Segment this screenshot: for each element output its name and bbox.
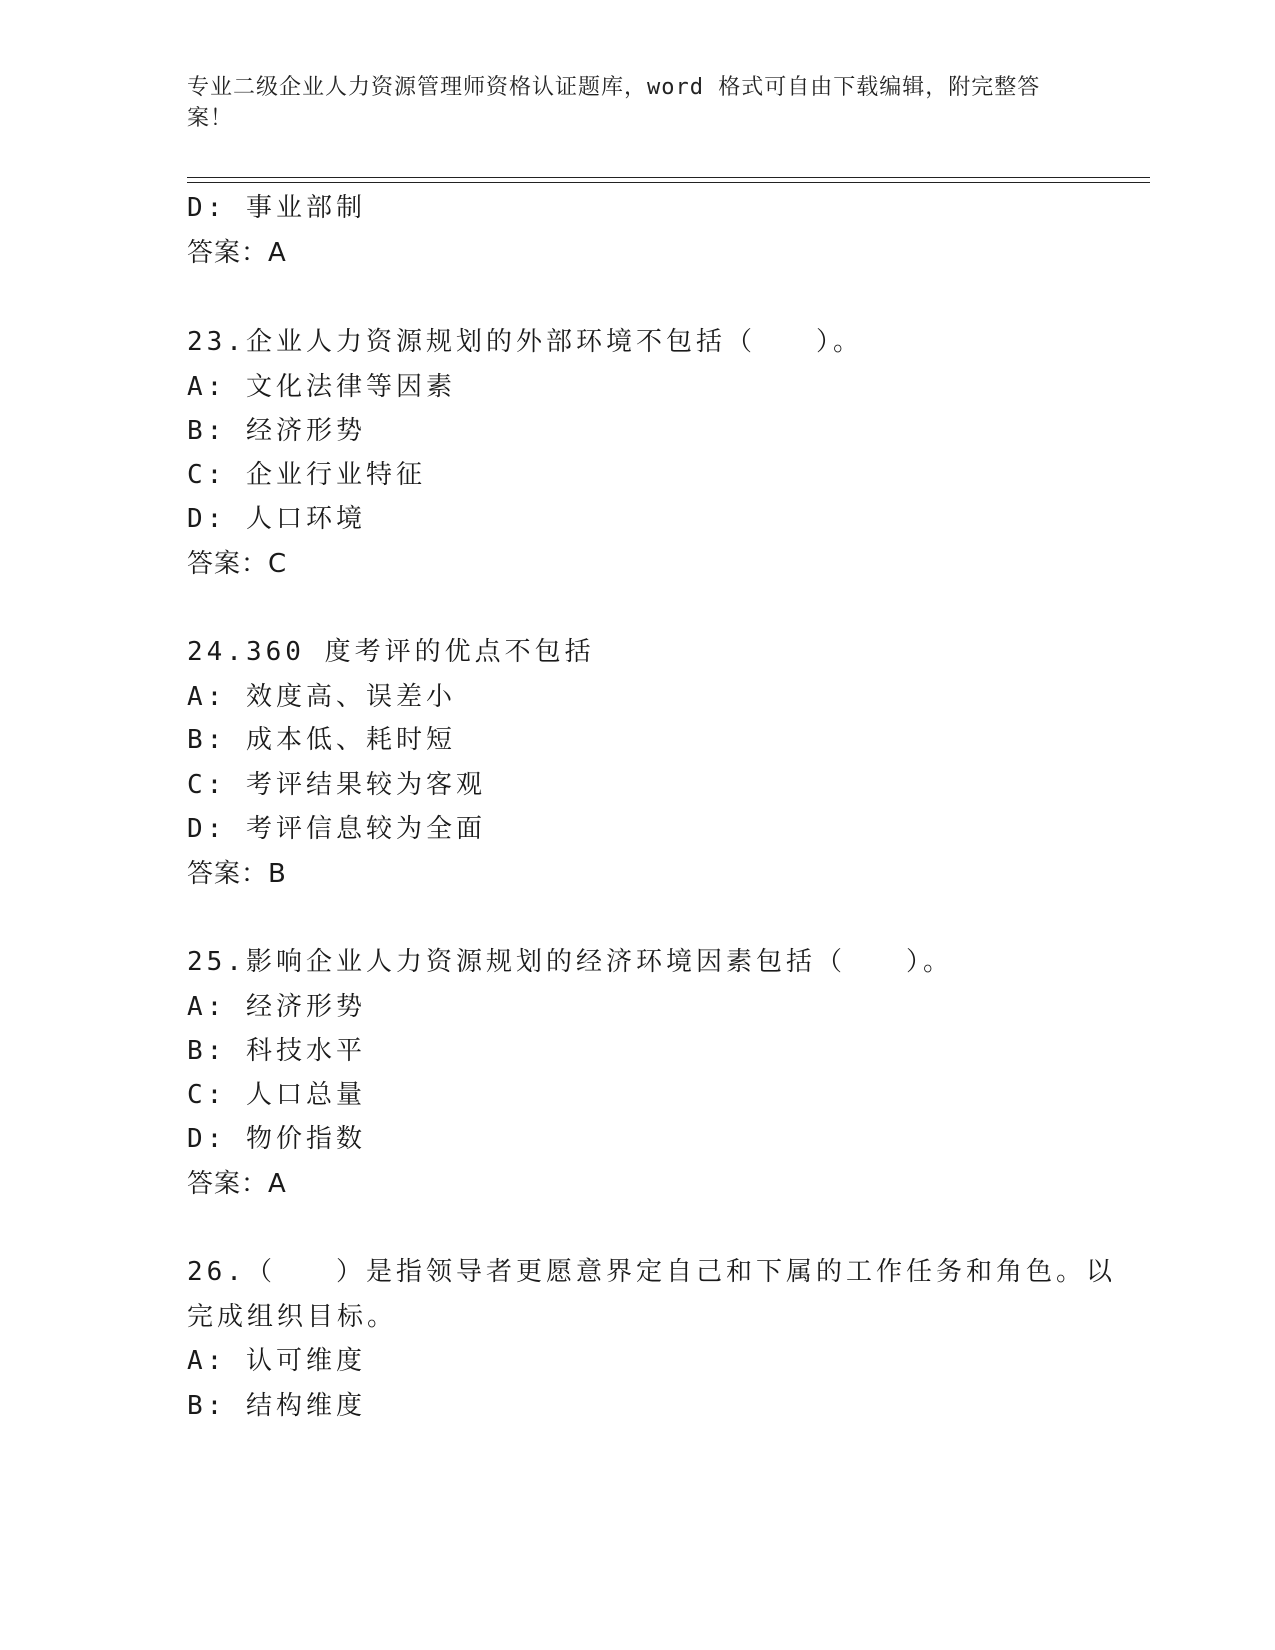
question-26-continued: 完成组织目标。 (187, 1302, 398, 1332)
option-24-b: B: 成本低、耗时短 (187, 725, 456, 755)
question-25: 25.影响企业人力资源规划的经济环境因素包括（ ）。 (187, 947, 953, 977)
option-23-d: D: 人口环境 (187, 504, 366, 534)
header-divider-top (187, 177, 1150, 178)
option-23-c: C: 企业行业特征 (187, 460, 426, 490)
answer-23: 答案：C (187, 549, 288, 579)
page-header: 专业二级企业人力资源管理师资格认证题库，word 格式可自由下载编辑，附完整答案！ (187, 75, 1041, 131)
option-25-c: C: 人口总量 (187, 1080, 366, 1110)
question-26: 26.（ ）是指领导者更愿意界定自己和下属的工作任务和角色。以 (187, 1257, 1116, 1287)
question-24: 24.360 度考评的优点不包括 (187, 637, 595, 667)
option-23-a: A: 文化法律等因素 (187, 372, 456, 402)
option-22-d: D: 事业部制 (187, 193, 366, 223)
option-26-b: B: 结构维度 (187, 1391, 366, 1421)
option-24-a: A: 效度高、误差小 (187, 682, 456, 712)
option-25-d: D: 物价指数 (187, 1124, 366, 1154)
option-26-a: A: 认可维度 (187, 1346, 366, 1376)
option-23-b: B: 经济形势 (187, 416, 366, 446)
answer-22: 答案：A (187, 238, 287, 268)
option-24-c: C: 考评结果较为客观 (187, 770, 486, 800)
header-divider-bottom (187, 182, 1150, 183)
question-23: 23.企业人力资源规划的外部环境不包括（ ）。 (187, 327, 863, 357)
option-25-b: B: 科技水平 (187, 1036, 366, 1066)
answer-24: 答案：B (187, 859, 287, 889)
option-25-a: A: 经济形势 (187, 992, 366, 1022)
option-24-d: D: 考评信息较为全面 (187, 814, 486, 844)
answer-25: 答案：A (187, 1169, 287, 1199)
